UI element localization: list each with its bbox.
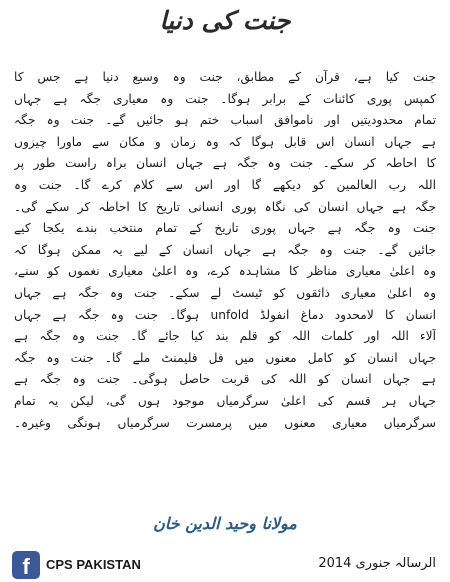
text-line: تمام محدودیتیں اور ناموافق اسباب ختم ہو جائیں گے۔ جنت وہ جگہ bbox=[14, 113, 436, 128]
text-line: وہ اعلیٰ معیاری مناظر کا مشاہدہ کرے، وہ اعلیٰ معیاری نغموں کو سنے، bbox=[14, 264, 436, 279]
text-line: جہاں انسان کو کامل معنوں میں فل فلیمنٹ ملے گا۔ جنت وہ جگہ bbox=[14, 350, 436, 365]
text-line: ہے جہاں انسان کو اللہ کی قربت حاصل ہوگی۔ جنت وہ جگہ ہے bbox=[14, 372, 436, 387]
text-line: جنت کیا ہے، قرآن کے مطابق، جنت وہ وسیع دنیا ہے جس کا bbox=[14, 70, 436, 84]
text-line: کمپس پوری کائنات کے برابر ہوگا۔ جنت وہ معیاری جگہ ہے جہاں bbox=[14, 91, 436, 106]
text-line: ہے جہاں انسان اس قابل ہوگا کہ وہ زمان و مکان سے ماورا چیزوں bbox=[14, 134, 436, 149]
text-line: جائیں گے۔ جنت وہ جگہ ہے جہاں انسان کے لیے یہ ممکن ہوگا کہ bbox=[14, 242, 436, 257]
text-line: کا احاطہ کر سکے۔ جنت وہ جگہ ہے جہاں انسان براہ راست طور پر bbox=[14, 156, 436, 171]
text-line: جگہ ہے جہاں انسان کی نگاہ پوری انسانی تاریخ کا احاطہ کر سکے گی۔ bbox=[14, 199, 436, 214]
footer-bar bbox=[0, 550, 450, 582]
urdu-body-text bbox=[14, 67, 436, 499]
text-line: اللہ رب العالمین کو دیکھے گا اور اس سے کلام کرے گا۔ جنت وہ bbox=[14, 177, 436, 192]
text-line: وہ اعلیٰ معیاری ذائقوں کو ٹیسٹ لے سکے۔ جنت وہ جگہ ہے جہاں bbox=[14, 285, 436, 300]
poster-title: جنت کی دنیا bbox=[159, 6, 291, 35]
facebook-icon[interactable]: f bbox=[12, 551, 40, 579]
text-line: سرگرمیاں معیاری معنوں میں پرمسرت سرگرمیاں ہونگی وغیرہ۔ bbox=[14, 415, 436, 430]
brand-name: CPS PAKISTAN bbox=[46, 557, 141, 572]
text-line: انسان کا لامحدود دماغ انفولڈ unfold ہوگا۔ جنت وہ جگہ ہے جہاں bbox=[14, 307, 436, 322]
text-line: جہاں ہر قسم کی اعلیٰ سرگرمیاں موجود ہوں گی، لیکن یہ تمام bbox=[14, 393, 436, 408]
author-signature: مولانا وحید الدین خان bbox=[153, 514, 297, 533]
source-citation: الرسالہ جنوری 2014 bbox=[318, 556, 436, 571]
text-line: جنت وہ جگہ ہے جہاں پوری تاریخ کے تمام منتخب بندے یکجا کیے bbox=[14, 221, 436, 236]
text-line: آلاء اللہ اور کلمات اللہ کو قلم بند کیا جائے گا۔ جنت وہ جگہ ہے bbox=[14, 329, 436, 344]
